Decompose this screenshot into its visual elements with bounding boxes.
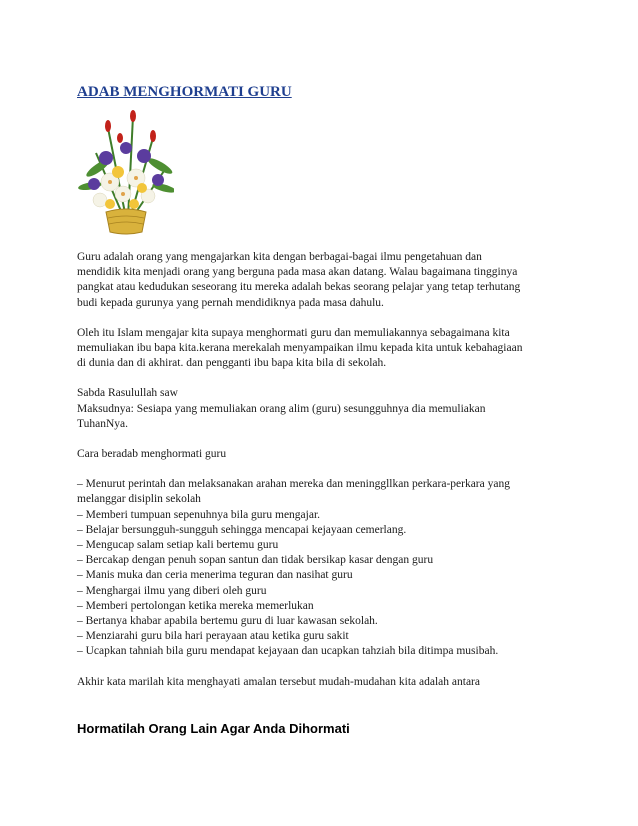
- text-line: Akhir kata marilah kita menghayati amalan tersebut mudah-mudahan kita adalah antara: [77, 675, 480, 688]
- article-body: [77, 250, 577, 690]
- text-line: Sabda Rasulullah saw: [77, 387, 178, 400]
- text-line: Maksudnya: Sesiapa yang memuliakan orang alim (guru) sesungguhnya dia memuliakan: [77, 402, 486, 415]
- text-line: TuhanNya.: [77, 417, 129, 430]
- list-item: – Bercakap dengan penuh sopan santun dan tidak bersikap kasar dengan guru: [77, 554, 434, 567]
- list-item: – Memberi tumpuan sepenuhnya bila guru mengajar.: [77, 508, 321, 521]
- etiquette-list: [77, 477, 577, 659]
- list-item: melanggar disiplin sekolah: [77, 493, 201, 506]
- list-item: – Bertanya khabar apabila bertemu guru di luar kawasan sekolah.: [77, 615, 378, 628]
- list-item: – Memberi pertolongan ketika mereka memerlukan: [77, 599, 314, 612]
- paragraph-hadith: [77, 386, 577, 432]
- list-item: – Ucapkan tahniah bila guru mendapat kejayaan dan ucapkan tahziah bila ditimpa musibah.: [77, 645, 499, 658]
- list-item: – Menurut perintah dan melaksanakan arahan mereka dan meninggllkan perkara-perkara yang: [77, 478, 510, 491]
- page-title: ADAB MENGHORMATI GURU: [77, 84, 292, 100]
- list-item: – Menziarahi guru bila hari perayaan atau ketika guru sakit: [77, 630, 349, 643]
- list-item: – Mengucap salam setiap kali bertemu guru: [77, 539, 279, 552]
- text-line: di dunia dan di akhirat. dan pengganti ibu bapa kita bila di sekolah.: [77, 357, 387, 370]
- list-item: – Menghargai ilmu yang diberi oleh guru: [77, 584, 267, 597]
- list-item: – Manis muka dan ceria menerima teguran dan nasihat guru: [77, 569, 353, 582]
- text-line: pangkat atau kedudukan seseorang itu mereka adalah bekas seorang pelajar yang tetap terhutang: [77, 281, 521, 294]
- paragraph-closing: [77, 675, 577, 690]
- text-line: Guru adalah orang yang mengajarkan kita dengan berbagai-bagai ilmu pengetahuan dan: [77, 251, 482, 263]
- list-item: – Belajar bersungguh-sungguh sehingga mencapai kejayaan cemerlang.: [77, 523, 407, 536]
- paragraph-islam: [77, 326, 577, 372]
- section-heading: Hormatilah Orang Lain Agar Anda Dihormati: [77, 721, 350, 736]
- paragraph-intro: [77, 250, 577, 311]
- text-line: Cara beradab menghormati guru: [77, 448, 227, 461]
- text-line: mendidik kita menjadi orang yang berguna pada masa akan datang. Walau bagaimana tingginya: [77, 266, 518, 279]
- text-line: memuliakan ibu bapa kita.kerana merekalah menyampaikan ilmu kepada kita untuk kebahagiaan: [77, 342, 523, 355]
- paragraph-list-heading: [77, 447, 577, 462]
- text-line: Oleh itu Islam mengajar kita supaya menghormati guru dan memuliakannya sebagaimana kita: [77, 326, 510, 339]
- flower-bouquet-image: [78, 108, 174, 238]
- text-line: budi kepada gurunya yang pernah mendidiknya pada masa dahulu.: [77, 296, 384, 309]
